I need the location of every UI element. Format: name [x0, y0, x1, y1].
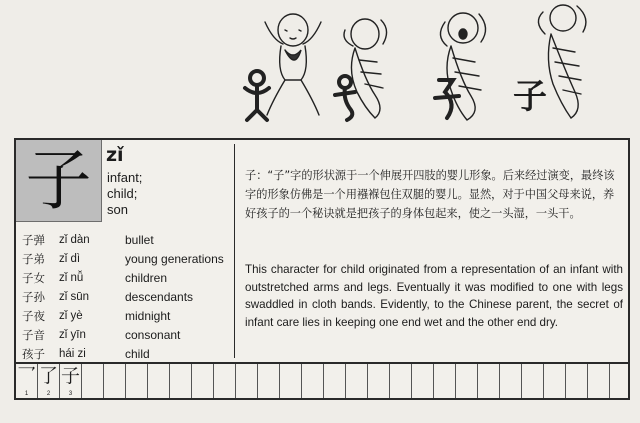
headword-box: [16, 140, 102, 222]
empty-practice-cell: [214, 364, 236, 398]
stroke-cell: [60, 364, 82, 398]
vocab-word: 子夜: [22, 308, 45, 323]
character-card: [14, 138, 630, 364]
vocab-english: children: [125, 270, 168, 285]
empty-practice-cell: [588, 364, 610, 398]
vocabulary-row: [22, 287, 232, 306]
stroke-cell: [16, 364, 38, 398]
vocab-word: 子弟: [22, 251, 45, 266]
empty-practice-cell: [302, 364, 324, 398]
vocab-pinyin: zǐ sūn: [59, 290, 90, 303]
vocab-word: 子女: [22, 270, 45, 285]
vocab-pinyin: zǐ dì: [59, 252, 81, 265]
vocab-english: bullet: [125, 232, 154, 247]
vocabulary-row: [22, 325, 232, 344]
baby-figure-swaddling: [344, 19, 387, 118]
empty-practice-cell: [280, 364, 302, 398]
empty-practice-cell: [346, 364, 368, 398]
empty-practice-cell: [258, 364, 280, 398]
description-chinese: 子：“子”字的形状源于一个伸展开四肢的婴儿形象。后来经过演变，最终该字的形象仿佛是一个用襁褓包住双腿的婴儿。显然，对于中国父母来说，养好孩子的一个秘诀就是把孩子的身体包起来，使之一头湿，一头干。: [245, 169, 615, 220]
vocab-pinyin: zǐ yè: [59, 309, 83, 322]
description-english: This character for child originated from a representation of an infant with outstretched arms and legs. Eventually it was modified to one with legs swaddled in cloth bands. Evidently, to the Chinese parent, the secret of infant care lies in keeping one end wet and the other end dry.: [245, 263, 623, 329]
vocab-word: 子音: [22, 327, 45, 342]
vocab-english: consonant: [125, 327, 181, 342]
empty-practice-cell: [148, 364, 170, 398]
empty-practice-cell: [522, 364, 544, 398]
stroke-number: 2: [46, 391, 51, 397]
vocab-pinyin: zǐ yīn: [59, 328, 86, 341]
empty-practice-cell: [192, 364, 214, 398]
empty-practice-cell: [566, 364, 588, 398]
vocabulary-list: [22, 230, 232, 363]
column-divider: [234, 144, 235, 358]
empty-practice-cell: [500, 364, 522, 398]
vocab-pinyin: zǐ nǚ: [59, 271, 84, 284]
stroke-order-grid: [14, 364, 630, 400]
empty-practice-cell: [368, 364, 390, 398]
empty-practice-cell: [170, 364, 192, 398]
headword-pinyin: zǐ: [106, 144, 124, 166]
headword-character: 子: [25, 141, 92, 219]
vocabulary-row: [22, 249, 232, 268]
vocabulary-row: [22, 230, 232, 249]
vocabulary-row: [22, 306, 232, 325]
meaning-line: child;: [107, 186, 138, 201]
evolved-character-glyph: 子: [513, 77, 547, 117]
vocab-english: child: [125, 346, 150, 361]
vocabulary-row: [22, 268, 232, 287]
empty-practice-cell: [82, 364, 104, 398]
vocab-word: 孩子: [22, 346, 45, 361]
vocab-word: 子弹: [22, 232, 45, 247]
stroke-cell: [38, 364, 60, 398]
meaning-line: son: [107, 202, 128, 217]
vocab-english: descendants: [125, 289, 194, 304]
stroke-glyph: 乛: [16, 365, 36, 387]
empty-practice-cell: [434, 364, 456, 398]
empty-practice-cell: [456, 364, 478, 398]
empty-practice-cell: [478, 364, 500, 398]
vocab-pinyin: hái zi: [59, 347, 86, 360]
stroke-glyph: 子: [60, 365, 80, 387]
stroke-glyph: 了: [38, 365, 58, 387]
headword-meanings: [107, 170, 142, 218]
empty-practice-cell: [544, 364, 566, 398]
empty-practice-cell: [126, 364, 148, 398]
baby-figure-outstretched: [265, 14, 321, 115]
vocab-english: midnight: [125, 308, 171, 323]
vocab-pinyin: zǐ dàn: [59, 233, 90, 246]
stroke-number: 1: [24, 391, 29, 397]
vocabulary-row: [22, 344, 232, 363]
empty-practice-cell: [104, 364, 126, 398]
baby-figure-crying: [440, 13, 485, 120]
stroke-number: 3: [68, 391, 73, 397]
vocab-word: 子孙: [22, 289, 45, 304]
character-evolution-illustration: [195, 0, 640, 130]
vocab-english: young generations: [125, 251, 224, 266]
empty-practice-cell: [236, 364, 258, 398]
meaning-line: infant;: [107, 170, 143, 185]
empty-practice-cell: [390, 364, 412, 398]
empty-practice-cell: [324, 364, 346, 398]
empty-practice-cell: [412, 364, 434, 398]
